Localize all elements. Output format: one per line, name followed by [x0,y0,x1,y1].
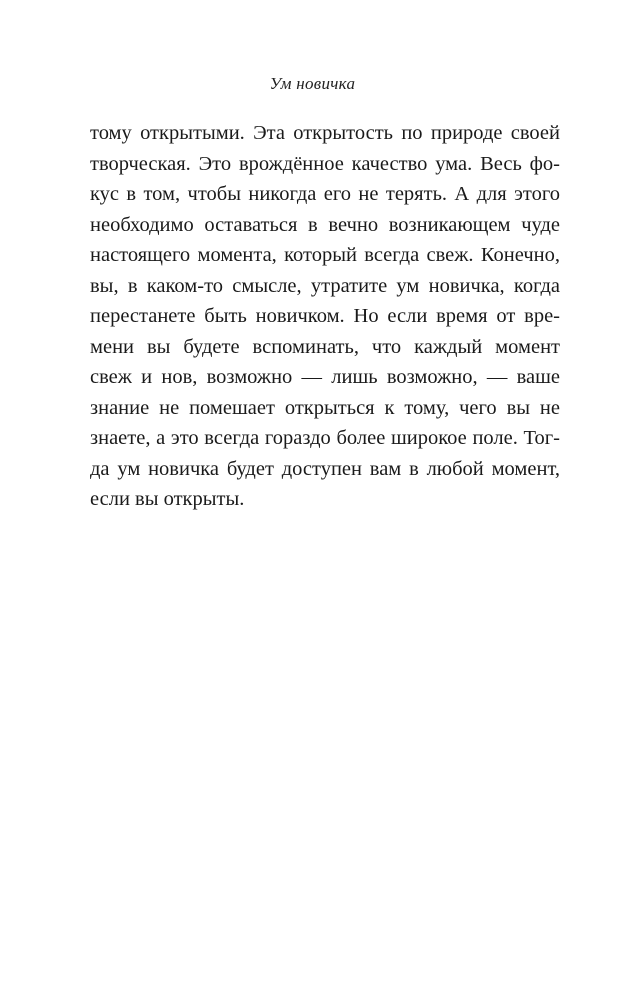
text-line: знаете, а это всегда гораздо более широкое поле. Тог- [90,427,560,449]
text-line: перестанете быть новичком. Но если время от вре- [90,305,560,327]
running-head: Ум новичка [269,74,356,93]
body-paragraph [90,118,560,515]
text-line: да ум новичка будет доступен вам в любой момент, [90,457,560,480]
text-line: кус в том, чтобы никогда его не терять. А для этого [90,183,560,205]
text-line: тому открытыми. Эта открытость по природе своей [90,122,560,144]
text-line: мени вы будете вспоминать, что каждый момент [90,335,560,358]
text-line: свеж и нов, возможно — лишь возможно, — ваше [90,366,560,388]
text-line: необходимо оставаться в вечно возникающем чуде [90,213,560,236]
text-line: творческая. Это врождённое качество ума. Весь фо- [90,152,560,175]
text-line: настоящего момента, который всегда свеж. Конечно, [90,244,560,266]
text-line: вы, в каком-то смысле, утратите ум новичка, когда [90,274,560,297]
text-line: знание не помешает открыться к тому, чего вы не [90,396,560,419]
text-line-last: если вы открыты. [90,488,245,510]
